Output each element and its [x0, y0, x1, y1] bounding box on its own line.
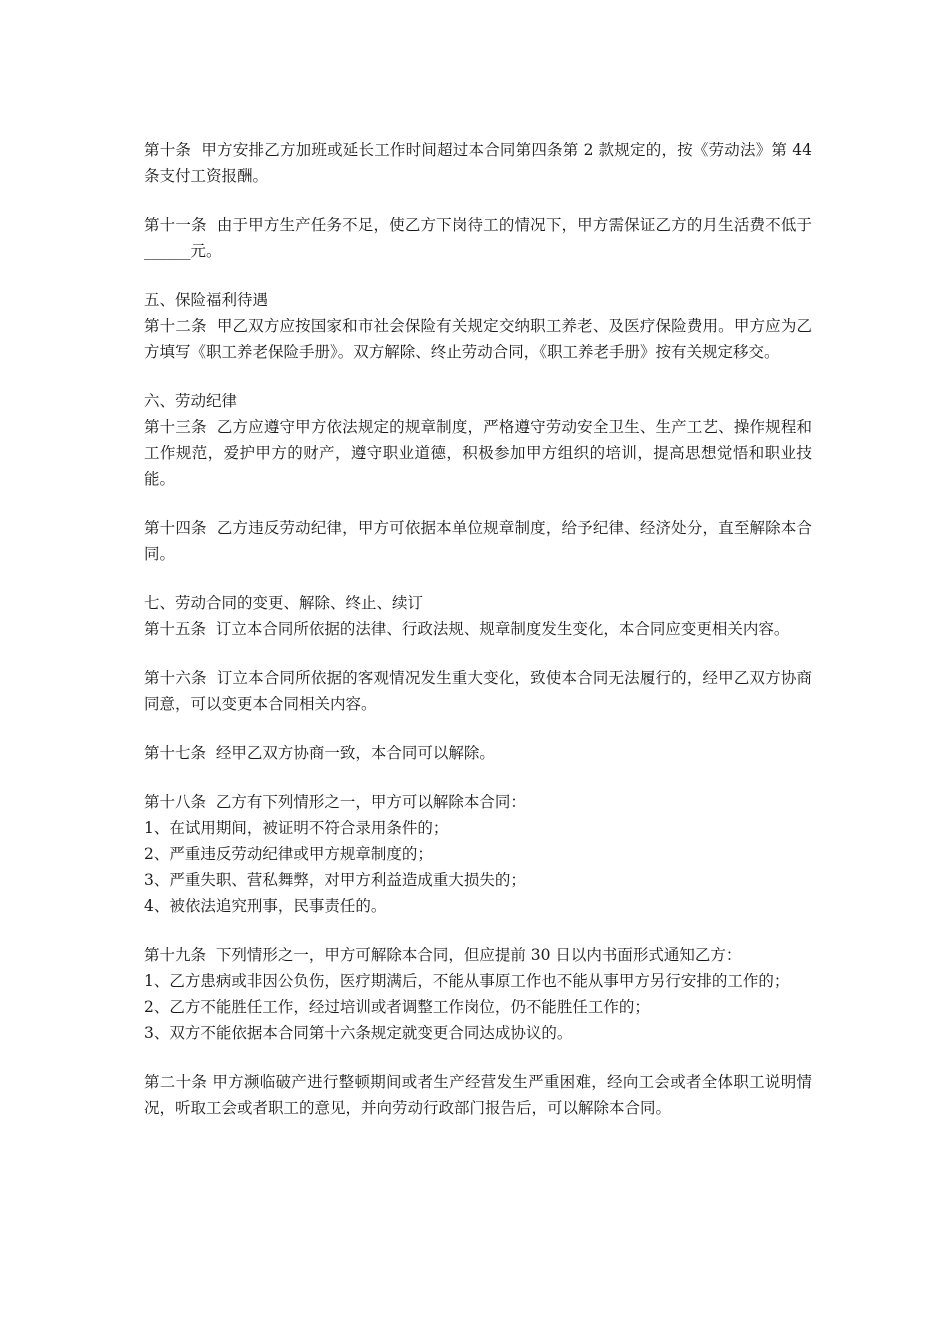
article-20: 第二十条 甲方濒临破产进行整顿期间或者生产经营发生严重困难，经向工会或者全体职工说明情况，听取工会或者职工的意见，并向劳动行政部门报告后，可以解除本合同。 [144, 1073, 812, 1117]
article-17: 第十七条 经甲乙双方协商一致，本合同可以解除。 [144, 744, 495, 762]
section-heading-6: 六、劳动纪律 [144, 392, 238, 410]
article-18-item-3: 3、严重失职、营私舞弊，对甲方利益造成重大损失的； [144, 871, 526, 889]
section-heading-5: 五、保险福利待遇 [144, 291, 269, 309]
article-10: 第十条 甲方安排乙方加班或延长工作时间超过本合同第四条第 2 款规定的，按《劳动法》第 44 条支付工资报酬。 [144, 141, 817, 185]
paragraph-gap [144, 766, 812, 789]
article-16: 第十六条 订立本合同所依据的客观情况发生重大变化，致使本合同无法履行的，经甲乙双方协商同意，可以变更本合同相关内容。 [144, 669, 812, 713]
article-19-item-2: 2、乙方不能胜任工作，经过培训或者调整工作岗位，仍不能胜任工作的； [144, 998, 650, 1016]
article-19-item-3: 3、双方不能依据本合同第十六条规定就变更合同达成协议的。 [144, 1024, 573, 1042]
article-12: 第十二条 甲乙双方应按国家和市社会保险有关规定交纳职工养老、及医疗保险费用。甲方应为乙方填写《职工养老保险手册》。双方解除、终止劳动合同，《职工养老手册》按有关规定移交。 [144, 317, 812, 361]
article-19-item-1: 1、乙方患病或非因公负伤，医疗期满后，不能从事原工作也不能从事甲方另行安排的工作的； [144, 972, 790, 990]
section-heading-7: 七、劳动合同的变更、解除、终止、续订 [144, 594, 424, 612]
paragraph-gap [144, 1046, 812, 1069]
article-18-item-1: 1、在试用期间，被证明不符合录用条件的； [144, 819, 449, 837]
paragraph-gap [144, 492, 812, 515]
article-18-item-2: 2、严重违反劳动纪律或甲方规章制度的； [144, 845, 433, 863]
paragraph-gap [144, 919, 812, 942]
article-13: 第十三条 乙方应遵守甲方依法规定的规章制度，严格遵守劳动安全卫生、生产工艺、操作规程和工作规范，爱护甲方的财产，遵守职业道德，积极参加甲方组织的培训，提高思想觉悟和职业技能。 [144, 418, 812, 488]
article-15: 第十五条 订立本合同所依据的法律、行政法规、规章制度发生变化，本合同应变更相关内容。 [144, 620, 790, 638]
article-11: 第十一条 由于甲方生产任务不足，使乙方下岗待工的情况下，甲方需保证乙方的月生活费不低于______元。 [144, 216, 812, 260]
paragraph-gap [144, 567, 812, 590]
paragraph-gap [144, 365, 812, 388]
paragraph-gap [144, 264, 812, 287]
article-18-item-4: 4、被依法追究刑事，民事责任的。 [144, 897, 387, 915]
document-body [144, 137, 817, 1121]
paragraph-gap [144, 717, 812, 740]
article-18: 第十八条 乙方有下列情形之一，甲方可以解除本合同： [144, 793, 526, 811]
article-14: 第十四条 乙方违反劳动纪律，甲方可依据本单位规章制度，给予纪律、经济处分，直至解除本合同。 [144, 519, 812, 563]
paragraph-gap [144, 189, 812, 212]
paragraph-gap [144, 642, 812, 665]
article-19: 第十九条 下列情形之一，甲方可解除本合同，但应提前 30 日以内书面形式通知乙方： [144, 946, 742, 964]
